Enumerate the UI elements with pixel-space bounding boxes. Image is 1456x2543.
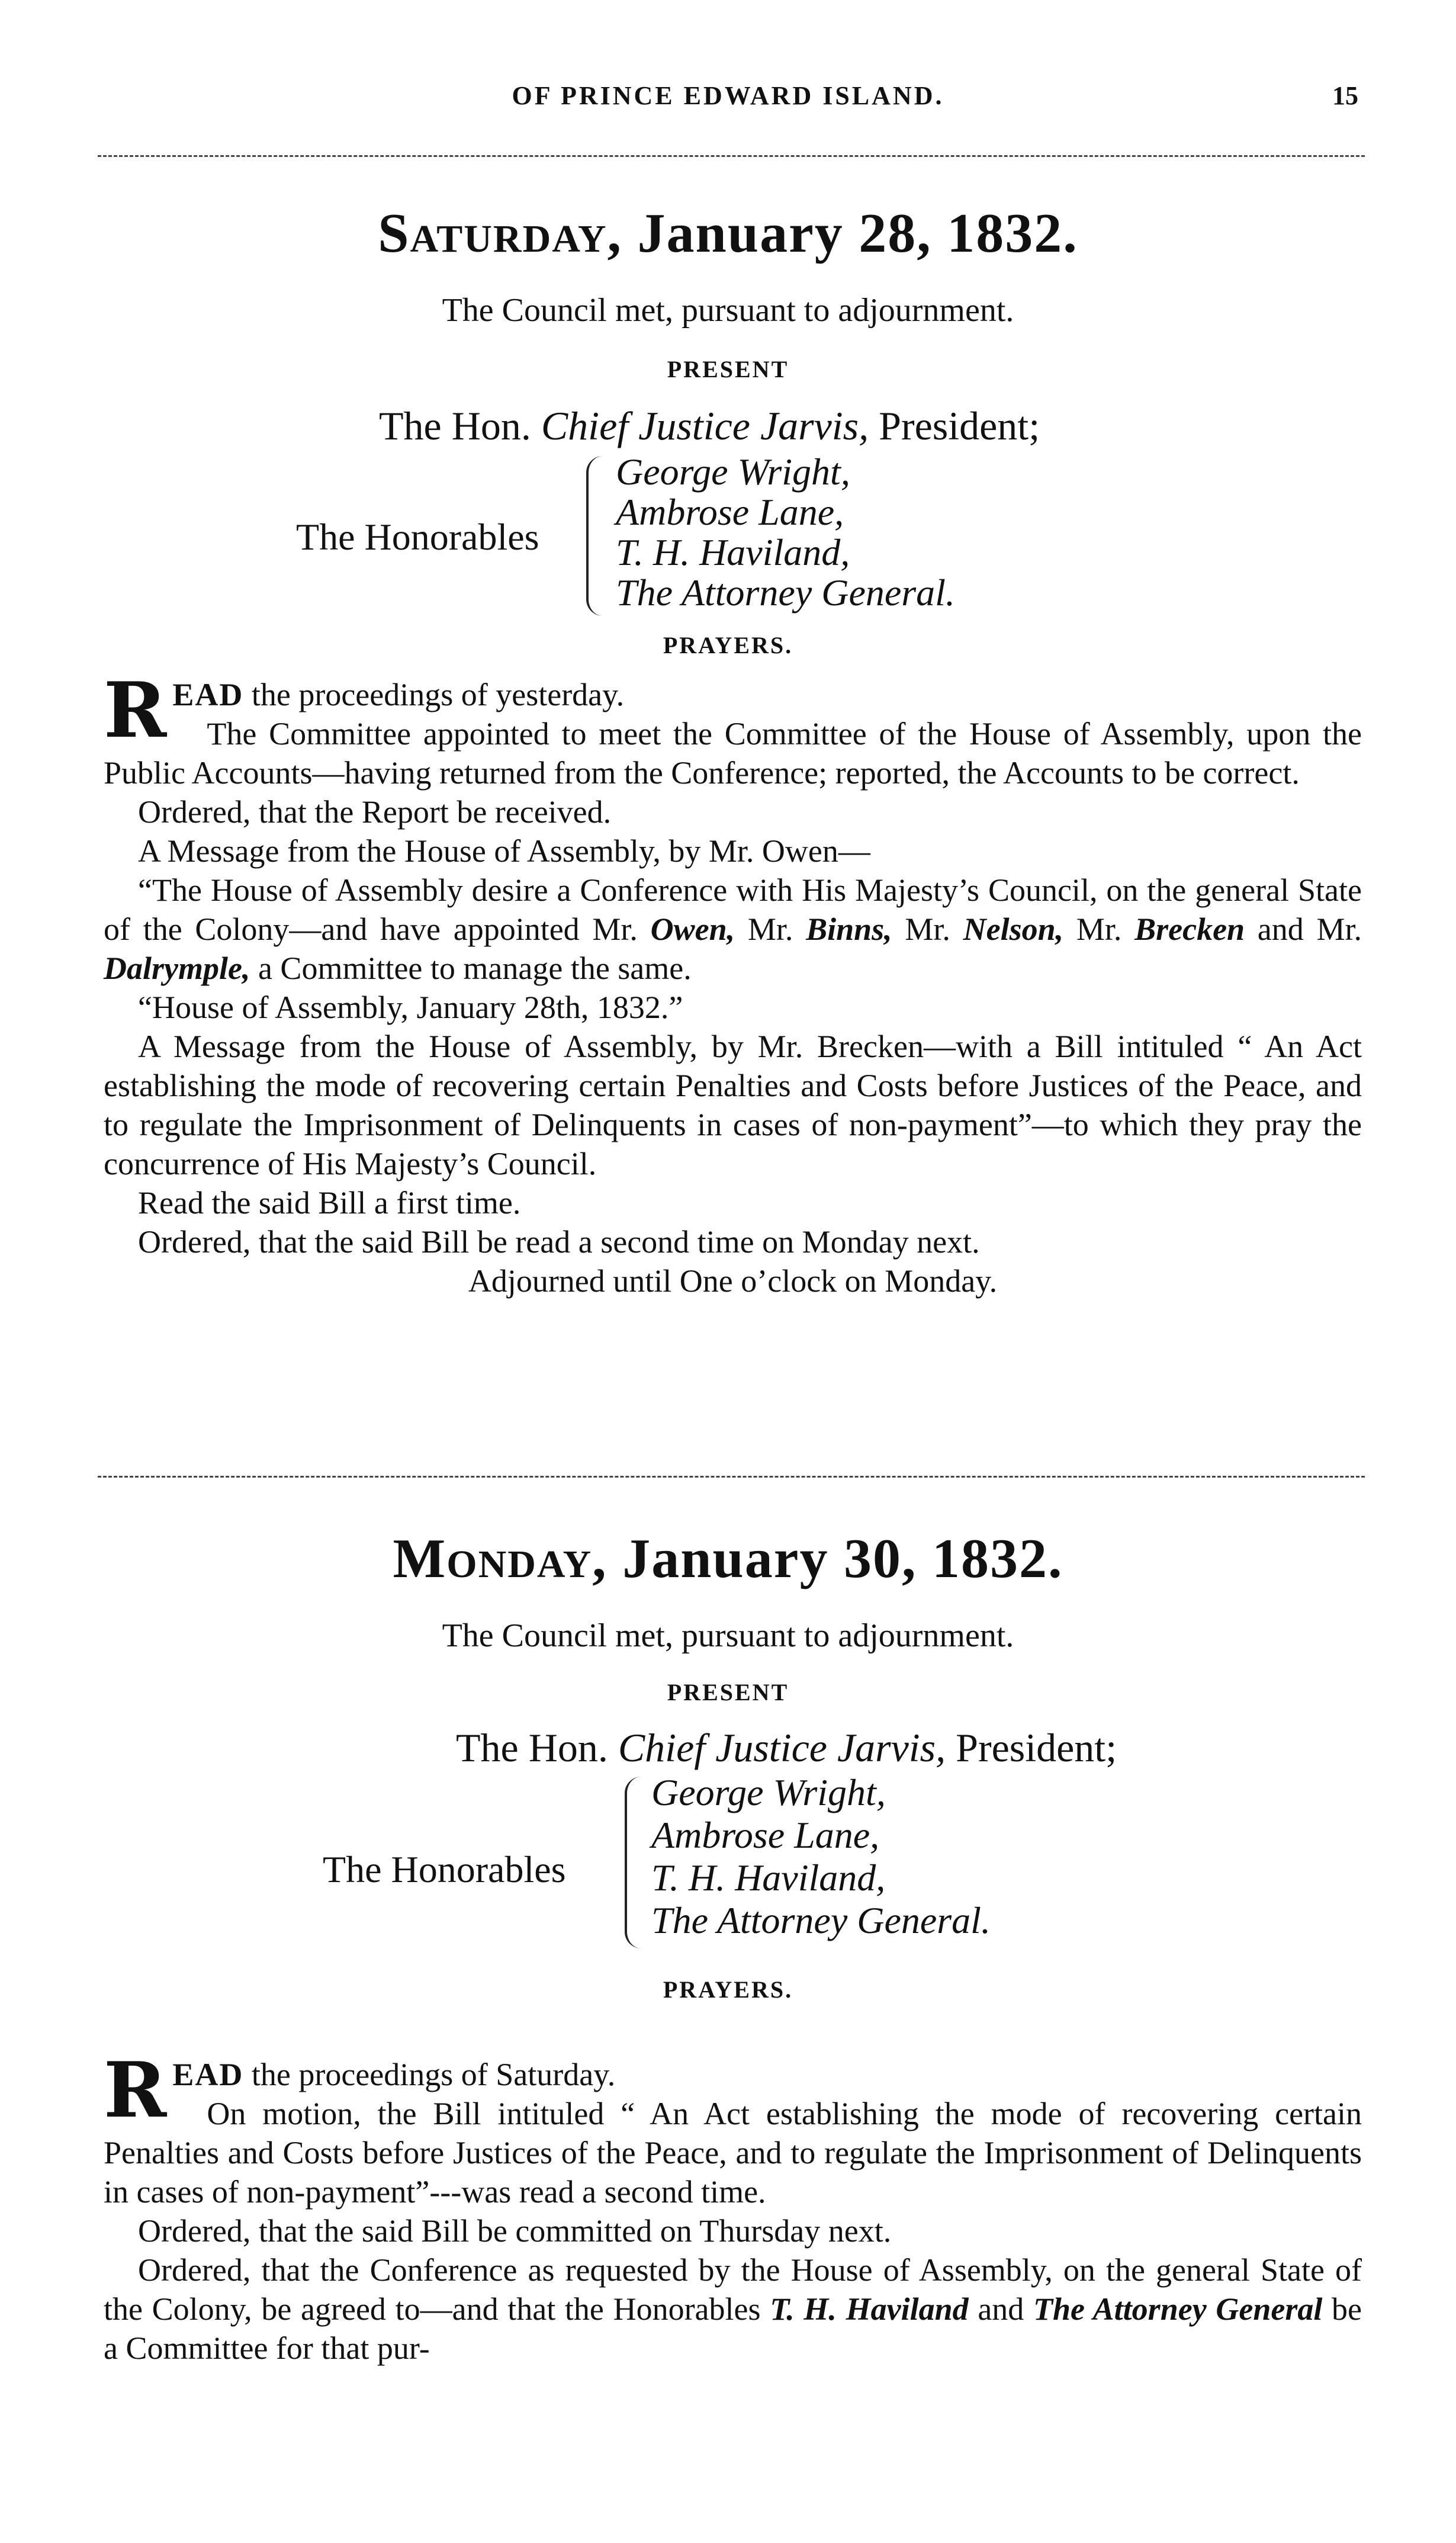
paragraph-text: “The House of Assembly desire a Conference with His Majesty’s Council, on the general State of the Colony—and have appointed Mr. (104, 872, 1362, 947)
monday-members-brace (625, 1777, 642, 1948)
monday-met-line: The Council met, pursuant to adjournment. (442, 1617, 1014, 1654)
paragraph-text: a Committee to manage the same. (250, 951, 692, 986)
paragraph-text: Mr. (892, 911, 963, 947)
drop-cap: R (104, 2046, 167, 2135)
saturday-members-brace (586, 456, 604, 616)
president-suffix: President; (956, 1725, 1117, 1770)
saturday-met-line: The Council met, pursuant to adjournment. (442, 292, 1014, 329)
monday-heading-date: January 30, 1832. (622, 1528, 1063, 1590)
saturday-paragraph (104, 871, 1362, 988)
monday-member: T. H. Haviland, (651, 1857, 886, 1899)
saturday-proceedings (104, 666, 1362, 1301)
monday-proceedings (104, 2046, 1362, 2368)
saturday-paragraph: “House of Assembly, January 28th, 1832.” (138, 990, 683, 1025)
saturday-paragraph: Ordered, that the said Bill be read a second time on Monday next. (138, 1224, 980, 1260)
paragraph-text: Mr. (735, 911, 806, 947)
saturday-paragraph: The Committee appointed to meet the Committee of the House of Assembly, upon the Public Accounts—having returned from the Conference; reported, the Accounts to be correct. (104, 716, 1362, 791)
paragraph-text: the proceedings of Saturday. (243, 2057, 616, 2092)
president-name: Chief Justice Jarvis, (541, 403, 869, 448)
monday-honorables-label: The Honorables (323, 1848, 566, 1890)
saturday-paragraph: Ordered, that the Report be received. (138, 794, 612, 830)
saturday-honorables-label: The Honorables (296, 516, 539, 558)
monday-paragraph (104, 2250, 1362, 2368)
president-suffix: President; (879, 403, 1040, 448)
monday-paragraph (104, 2046, 1362, 2135)
member-name: Dalrymple, (104, 951, 250, 986)
saturday-member: George Wright, (616, 451, 850, 493)
saturday-heading (0, 201, 1456, 265)
monday-member: Ambrose Lane, (651, 1814, 880, 1856)
paragraph-text: and (968, 2291, 1033, 2327)
president-name: Chief Justice Jarvis, (618, 1725, 946, 1770)
lead-word: EAD (172, 2057, 244, 2092)
saturday-paragraph: A Message from the House of Assembly, by Mr. Owen— (138, 833, 870, 869)
monday-paragraph: On motion, the Bill intituled “ An Act establishing the mode of recovering certain Penalties and Costs before Justices of the Peace, and to regulate the Imprisonment of Delinquents in cases of non-payment”---was read a second time. (104, 2096, 1362, 2210)
member-name: Brecken (1134, 911, 1245, 947)
member-name: Nelson, (963, 911, 1064, 947)
monday-member: George Wright, (651, 1771, 886, 1813)
saturday-present-label: PRESENT (667, 356, 789, 383)
paragraph-text: and Mr. (1245, 911, 1362, 947)
saturday-heading-date: January 28, 1832. (637, 203, 1078, 264)
president-prefix: The Hon. (456, 1725, 608, 1770)
saturday-paragraph: Read the said Bill a first time. (138, 1185, 521, 1221)
monday-present-label: PRESENT (667, 1679, 789, 1706)
member-name: Owen, (650, 911, 735, 947)
saturday-member: The Attorney General. (616, 571, 955, 614)
drop-cap: R (104, 666, 167, 755)
member-name: The Attorney General (1033, 2291, 1323, 2327)
page-number: 15 (1332, 81, 1358, 110)
section-divider (98, 1476, 1365, 1478)
paragraph-text: Mr. (1063, 911, 1135, 947)
saturday-member: T. H. Haviland, (616, 531, 850, 573)
monday-heading-day: Monday, (393, 1528, 608, 1590)
monday-president-line (456, 1725, 1117, 1771)
saturday-adjournment: Adjourned until One o’clock on Monday. (468, 1263, 998, 1299)
paragraph-text: Ordered, that the Conference as requested by the House of Assembly, on the general State of the Colony, be agreed to—and that the Honorables (104, 2252, 1362, 2327)
monday-heading (0, 1527, 1456, 1591)
president-prefix: The Hon. (379, 403, 531, 448)
monday-prayers-label: PRAYERS. (663, 1976, 793, 2003)
saturday-member: Ambrose Lane, (616, 491, 844, 533)
monday-paragraph: Ordered, that the said Bill be committed on Thursday next. (138, 2213, 892, 2249)
paragraph-text: the proceedings of yesterday. (243, 677, 625, 712)
lead-word: EAD (172, 677, 244, 712)
saturday-paragraph: A Message from the House of Assembly, by Mr. Brecken—with a Bill intituled “ An Act establishing the mode of recovering certain Penalties and Costs before Justices of the Peace, and to regulate the Imprisonment of Delinquents in cases of non-payment”—to which they pray the concurrence of His Majesty’s Council. (104, 1029, 1362, 1181)
saturday-prayers-label: PRAYERS. (663, 632, 793, 659)
member-name: T. H. Haviland (770, 2291, 969, 2327)
member-name: Binns, (806, 911, 892, 947)
saturday-heading-day: Saturday, (378, 203, 623, 264)
running-head (0, 81, 1456, 116)
running-title: OF PRINCE EDWARD ISLAND. (512, 81, 944, 110)
paragraph-text: be a Committee for that pur- (104, 2291, 1362, 2366)
monday-member: The Attorney General. (651, 1899, 991, 1941)
header-rule (98, 155, 1365, 157)
saturday-president-line (379, 403, 1040, 449)
